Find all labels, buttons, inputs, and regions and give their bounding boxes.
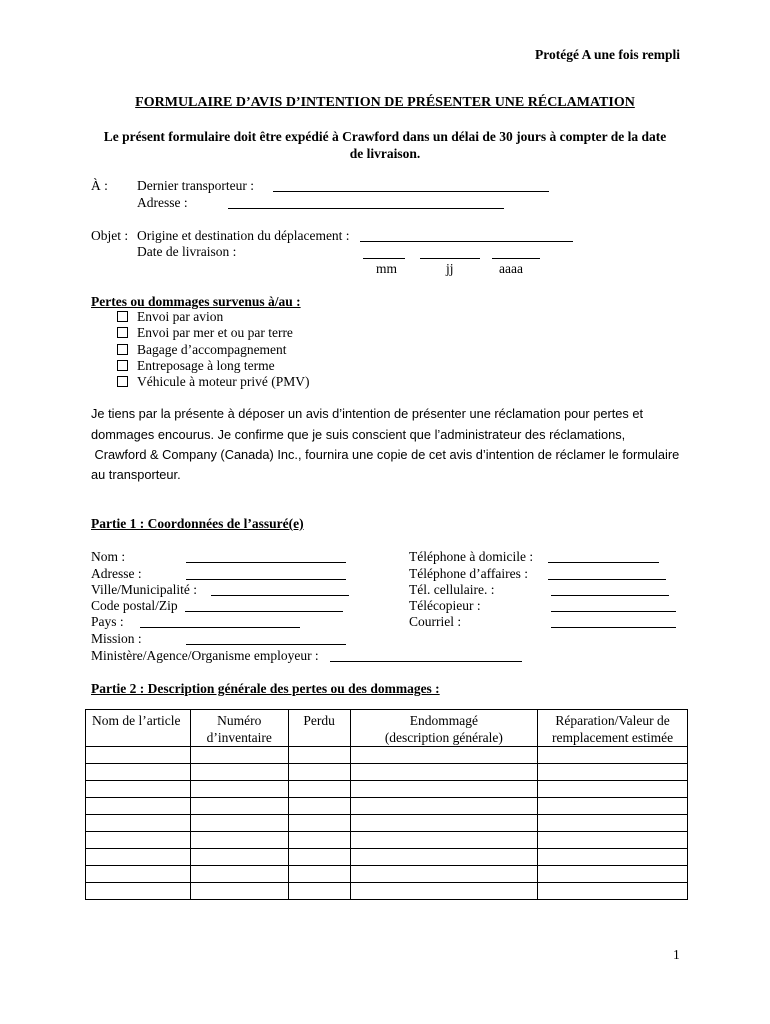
work-phone-field[interactable] bbox=[548, 579, 666, 580]
instruction-line-2: de livraison. bbox=[349, 146, 421, 161]
col-line-1: Réparation/Valeur de bbox=[555, 713, 670, 728]
loss-option-vehicle[interactable] bbox=[117, 374, 309, 390]
loss-option-air[interactable] bbox=[117, 309, 223, 325]
table-cell[interactable] bbox=[350, 815, 538, 832]
date-mm-field[interactable] bbox=[363, 258, 405, 259]
table-cell[interactable] bbox=[350, 747, 538, 764]
table-cell[interactable] bbox=[190, 815, 288, 832]
part1-heading: Partie 1 : Coordonnées de l’assuré(e) bbox=[91, 516, 304, 531]
option-label: Envoi par avion bbox=[137, 309, 224, 324]
date-jj-label: jj bbox=[446, 261, 454, 276]
country-label: Pays : bbox=[91, 614, 124, 629]
table-row bbox=[86, 849, 688, 866]
cell-label: Tél. cellulaire. : bbox=[409, 582, 495, 597]
page-number: 1 bbox=[673, 947, 680, 962]
loss-option-sea[interactable] bbox=[117, 325, 293, 341]
table-cell[interactable] bbox=[190, 747, 288, 764]
table-row bbox=[86, 798, 688, 815]
city-field[interactable] bbox=[211, 595, 349, 596]
col-damaged bbox=[350, 710, 538, 747]
form-title: FORMULAIRE D’AVIS D’INTENTION DE PRÉSENTER UNE RÉCLAMATION bbox=[135, 95, 635, 110]
origin-field[interactable] bbox=[360, 241, 573, 242]
date-jj-field[interactable] bbox=[420, 258, 480, 259]
checkbox[interactable] bbox=[117, 360, 128, 371]
table-cell[interactable] bbox=[86, 866, 191, 883]
ministry-label: Ministère/Agence/Organisme employeur : bbox=[91, 648, 319, 663]
table-cell[interactable] bbox=[190, 832, 288, 849]
mission-label: Mission : bbox=[91, 631, 142, 646]
table-cell[interactable] bbox=[288, 781, 350, 798]
date-mm-label: mm bbox=[376, 261, 398, 276]
name-label: Nom : bbox=[91, 549, 126, 564]
table-cell[interactable] bbox=[538, 815, 688, 832]
table-cell[interactable] bbox=[86, 815, 191, 832]
home-phone-label: Téléphone à domicile : bbox=[409, 549, 534, 564]
table-cell[interactable] bbox=[350, 764, 538, 781]
table-cell[interactable] bbox=[538, 764, 688, 781]
carrier-field[interactable] bbox=[273, 191, 549, 192]
option-label: Véhicule à moteur privé (PMV) bbox=[137, 374, 310, 389]
table-row bbox=[86, 764, 688, 781]
to-address-field[interactable] bbox=[228, 208, 504, 209]
table-cell[interactable] bbox=[288, 815, 350, 832]
email-label: Courriel : bbox=[409, 614, 462, 629]
table-cell[interactable] bbox=[86, 764, 191, 781]
table-cell[interactable] bbox=[86, 883, 191, 900]
cell-field[interactable] bbox=[551, 595, 669, 596]
table-row bbox=[86, 883, 688, 900]
table-cell[interactable] bbox=[288, 849, 350, 866]
postal-field[interactable] bbox=[185, 611, 343, 612]
col-line-1: Nom de l’article bbox=[92, 713, 181, 728]
subject-label: Objet : bbox=[91, 228, 129, 243]
date-aaaa-field[interactable] bbox=[492, 258, 540, 259]
table-cell[interactable] bbox=[350, 849, 538, 866]
option-label: Envoi par mer et ou par terre bbox=[137, 325, 293, 340]
checkbox[interactable] bbox=[117, 376, 128, 387]
table-body bbox=[86, 747, 688, 900]
table-cell[interactable] bbox=[538, 747, 688, 764]
loss-option-baggage[interactable] bbox=[117, 342, 287, 358]
table-cell[interactable] bbox=[288, 747, 350, 764]
name-field[interactable] bbox=[186, 562, 346, 563]
table-cell[interactable] bbox=[86, 747, 191, 764]
table-cell[interactable] bbox=[86, 832, 191, 849]
address-field[interactable] bbox=[186, 579, 346, 580]
date-aaaa-label: aaaa bbox=[499, 261, 523, 276]
table-cell[interactable] bbox=[350, 883, 538, 900]
to-address-label: Adresse : bbox=[137, 195, 188, 210]
option-label: Entreposage à long terme bbox=[137, 358, 275, 373]
delivery-date-label: Date de livraison : bbox=[137, 244, 237, 259]
col-item-name bbox=[86, 710, 191, 747]
part2-heading: Partie 2 : Description générale des pertes ou des dommages : bbox=[91, 681, 440, 696]
col-line-2: (description générale) bbox=[384, 730, 503, 745]
instruction-line-1: Le présent formulaire doit être expédié à Crawford dans un délai de 30 jours à compter de la date bbox=[103, 129, 667, 144]
col-line-1: Endommagé bbox=[409, 713, 478, 728]
fax-field[interactable] bbox=[551, 611, 676, 612]
table-cell[interactable] bbox=[538, 883, 688, 900]
table-cell[interactable] bbox=[190, 883, 288, 900]
checkbox[interactable] bbox=[117, 311, 128, 322]
table-header-row bbox=[86, 710, 688, 747]
table-cell[interactable] bbox=[86, 798, 191, 815]
table-cell[interactable] bbox=[350, 781, 538, 798]
table-row bbox=[86, 747, 688, 764]
checkbox[interactable] bbox=[117, 344, 128, 355]
col-lost bbox=[288, 710, 350, 747]
table-cell[interactable] bbox=[350, 866, 538, 883]
declaration-line-1: Je tiens par la présente à déposer un avis d’intention de présenter une réclamation pour pertes et bbox=[91, 406, 644, 421]
table-cell[interactable] bbox=[538, 781, 688, 798]
origin-label: Origine et destination du déplacement : bbox=[137, 228, 350, 243]
col-repair-value bbox=[538, 710, 688, 747]
col-line-2: remplacement estimée bbox=[552, 730, 674, 745]
col-line-2: d’inventaire bbox=[206, 730, 272, 745]
table-cell[interactable] bbox=[190, 849, 288, 866]
table-cell[interactable] bbox=[288, 883, 350, 900]
postal-label: Code postal/Zip bbox=[91, 598, 178, 613]
table-cell[interactable] bbox=[288, 866, 350, 883]
table-cell[interactable] bbox=[538, 866, 688, 883]
table-cell[interactable] bbox=[350, 832, 538, 849]
table-cell[interactable] bbox=[538, 832, 688, 849]
table-row bbox=[86, 866, 688, 883]
table-cell[interactable] bbox=[350, 798, 538, 815]
declaration-line-3: Crawford & Company (Canada) Inc., fournira une copie de cet avis d’intention de réclamer le formulaire bbox=[91, 447, 680, 462]
table-cell[interactable] bbox=[288, 798, 350, 815]
address-label: Adresse : bbox=[91, 566, 142, 581]
table-cell[interactable] bbox=[190, 798, 288, 815]
email-field[interactable] bbox=[551, 627, 676, 628]
table-cell[interactable] bbox=[86, 781, 191, 798]
table-row bbox=[86, 832, 688, 849]
table-cell[interactable] bbox=[190, 764, 288, 781]
declaration-line-4: au transporteur. bbox=[91, 467, 181, 482]
fax-label: Télécopieur : bbox=[409, 598, 481, 613]
table-cell[interactable] bbox=[190, 866, 288, 883]
to-label: À : bbox=[91, 178, 108, 193]
loss-option-storage[interactable] bbox=[117, 358, 275, 374]
carrier-label: Dernier transporteur : bbox=[137, 178, 254, 193]
ministry-field[interactable] bbox=[330, 661, 522, 662]
losses-heading: Pertes ou dommages survenus à/au : bbox=[91, 294, 301, 309]
table-cell[interactable] bbox=[538, 849, 688, 866]
col-line-1: Perdu bbox=[303, 713, 335, 728]
mission-field[interactable] bbox=[186, 644, 346, 645]
table-row bbox=[86, 781, 688, 798]
option-label: Bagage d’accompagnement bbox=[137, 342, 287, 357]
table-cell[interactable] bbox=[86, 849, 191, 866]
losses-table bbox=[85, 709, 688, 900]
table-cell[interactable] bbox=[190, 781, 288, 798]
country-field[interactable] bbox=[140, 627, 300, 628]
col-inventory-number bbox=[190, 710, 288, 747]
checkbox[interactable] bbox=[117, 327, 128, 338]
home-phone-field[interactable] bbox=[548, 562, 659, 563]
declaration-line-2: dommages encourus. Je confirme que je suis conscient que l’administrateur des réclamations, bbox=[91, 427, 626, 442]
table-cell[interactable] bbox=[538, 798, 688, 815]
table-cell[interactable] bbox=[288, 764, 350, 781]
work-phone-label: Téléphone d’affaires : bbox=[409, 566, 528, 581]
col-line-1: Numéro bbox=[217, 713, 262, 728]
table-row bbox=[86, 815, 688, 832]
city-label: Ville/Municipalité : bbox=[91, 582, 198, 597]
protected-note: Protégé A une fois rempli bbox=[535, 47, 680, 62]
table-cell[interactable] bbox=[288, 832, 350, 849]
